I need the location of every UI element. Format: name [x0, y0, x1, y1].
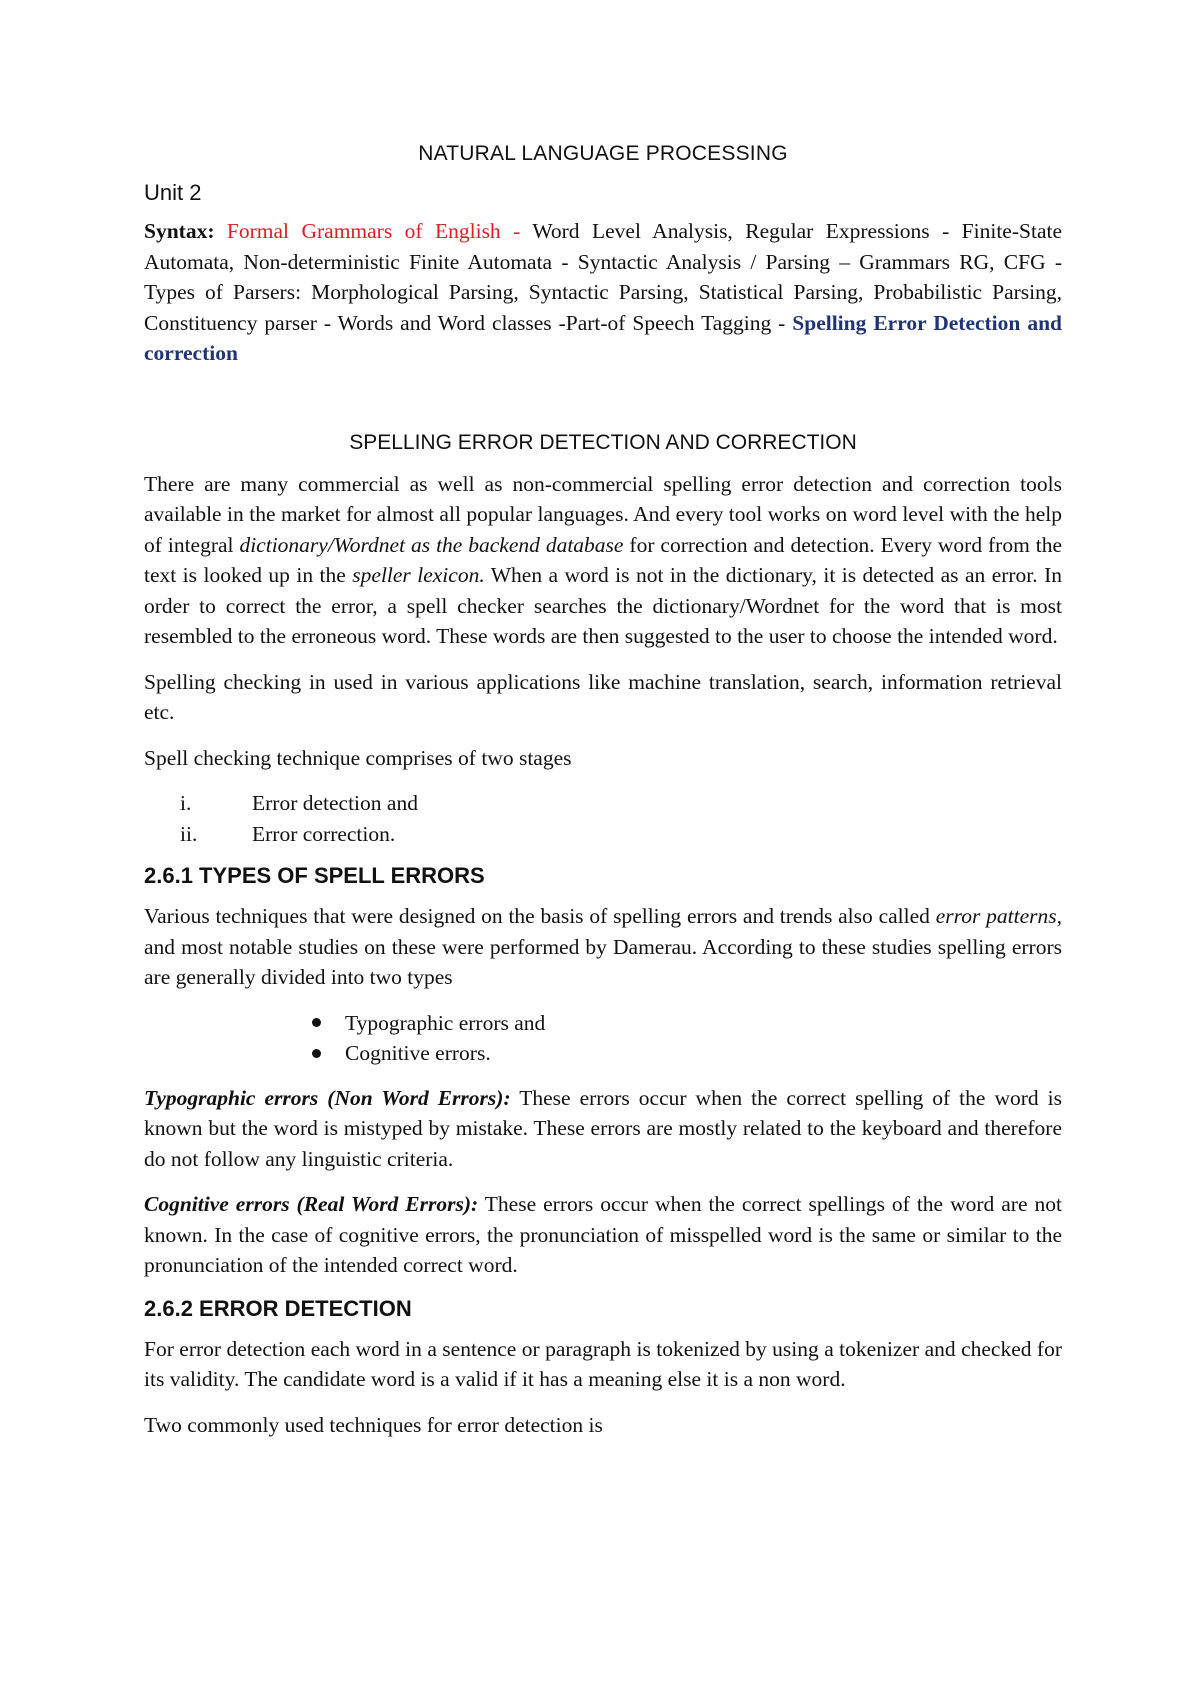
list-number: i.	[180, 791, 192, 815]
syllabus-text: Word Level Analysis, Regular Expressions - Finite-State Automata, Non-deterministic Finite Automata - Syntactic Analysis / Parsing – Grammars RG, CFG - Types of Parsers: Morphological Parsing, Syntactic Parsing, Statistical Parsing, Probabilistic Parsing, Constituency parser - Words and Word classes -Part-of Speech Tagging -	[144, 219, 1062, 335]
intro-text-c: When a word is not in the dictionary, it is detected as an error. In order to correct the error, a spell checker searches the dictionary/Wordnet for the word that is most resembled to the erroneous word. These words are then suggested to the user to choose the intended word.	[144, 563, 1063, 648]
bullet-icon	[312, 1018, 321, 1027]
document-content	[144, 142, 1062, 1440]
types-heading: 2.6.1 TYPES OF SPELL ERRORS	[144, 863, 485, 888]
list-item	[144, 819, 1062, 850]
typographic-errors-text: These errors occur when the correct spelling of the word is known but the word is mistyped by mistake. These errors are mostly related to the keyboard and therefore do not follow any linguistic criteria.	[144, 1085, 1063, 1171]
list-text: Cognitive errors.	[345, 1041, 491, 1065]
applications-paragraph: Spelling checking in used in various applications like machine translation, search, information retrieval etc.	[144, 669, 1062, 724]
list-text: Typographic errors and	[345, 1010, 546, 1035]
document-title: NATURAL LANGUAGE PROCESSING	[418, 142, 788, 165]
stages-list	[144, 788, 1062, 849]
unit-label: Unit 2	[144, 180, 202, 205]
error-types-list	[144, 1008, 1062, 1069]
syllabus-highlight: Spelling Error Detection and correction	[144, 310, 1062, 365]
types-text-b: , and most notable studies on these were performed by Damerau. According to these studies spelling errors are generally divided into two types	[144, 904, 1062, 989]
cognitive-errors-paragraph	[144, 1189, 1062, 1281]
detection-techniques-intro: Two commonly used techniques for error detection is	[144, 1412, 603, 1437]
intro-emphasis-2: speller lexicon.	[352, 563, 485, 587]
stages-intro: Spell checking technique comprises of two stages	[144, 745, 572, 770]
syllabus-paragraph	[144, 216, 1062, 369]
list-number: ii.	[180, 821, 198, 846]
detection-heading: 2.6.2 ERROR DETECTION	[144, 1295, 412, 1321]
intro-text-a: There are many commercial as well as non-commercial spelling error detection and correction tools available in the market for almost all popular languages. And every tool works on word level with the help of integral	[144, 471, 1062, 557]
syllabus-label: Syntax:	[144, 219, 215, 243]
list-text: Error correction.	[252, 821, 396, 846]
intro-emphasis-1: dictionary/Wordnet as the backend database	[239, 532, 624, 557]
typographic-errors-label: Typographic errors (Non Word Errors):	[144, 1085, 511, 1110]
intro-text-b: for correction and detection. Every word from the text is looked up in the	[144, 532, 1063, 587]
cognitive-errors-text: These errors occur when the correct spellings of the word are not known. In the case of cognitive errors, the pronunciation of misspelled word is the same or similar to the pronunciation of the intended correct word.	[144, 1192, 1062, 1277]
list-item	[144, 1038, 1062, 1069]
list-item	[144, 788, 1062, 819]
section-title: SPELLING ERROR DETECTION AND CORRECTION	[349, 430, 857, 454]
detection-paragraph: For error detection each word in a sentence or paragraph is tokenized by using a tokenizer and checked for its validity. The candidate word is a valid if it has a meaning else it is a non word.	[144, 1336, 1062, 1391]
types-emphasis: error patterns	[935, 904, 1057, 928]
typographic-errors-paragraph	[144, 1083, 1062, 1175]
types-paragraph	[144, 901, 1062, 993]
cognitive-errors-label: Cognitive errors (Real Word Errors):	[144, 1192, 479, 1216]
list-text: Error detection and	[252, 791, 418, 815]
bullet-icon	[312, 1049, 321, 1058]
syllabus-red-text: Formal Grammars of English -	[214, 219, 533, 243]
list-item	[144, 1008, 1062, 1039]
types-text-a: Various techniques that were designed on the basis of spelling errors and trends also called	[144, 904, 936, 928]
intro-paragraph	[144, 469, 1062, 652]
